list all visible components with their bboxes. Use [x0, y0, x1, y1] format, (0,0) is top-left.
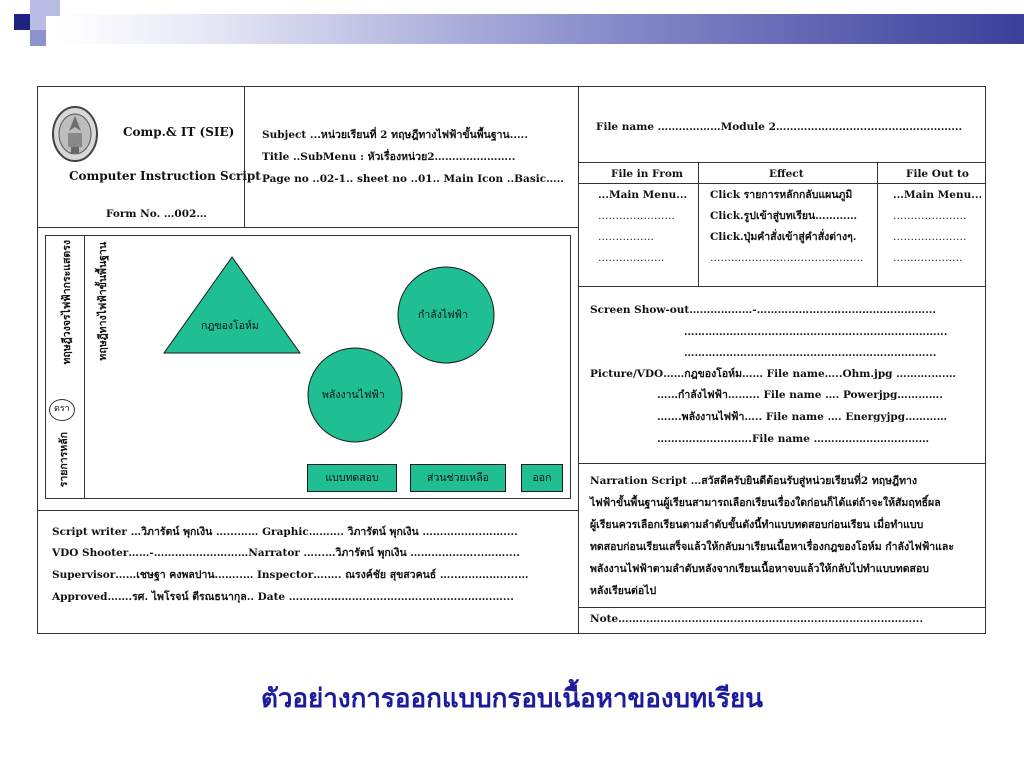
corner-square-white	[46, 16, 60, 30]
divider	[37, 227, 579, 228]
picture-row-4: ……..……………….File name ……………………………	[657, 433, 930, 445]
divider	[244, 86, 245, 227]
picture-row-2: ……กำลังไฟฟ้า……... File name …. Powerjpg………….	[657, 389, 943, 401]
to-row-2: …………………	[893, 210, 967, 222]
from-row-3: …………….	[598, 231, 654, 243]
corner-square-navy	[14, 14, 30, 30]
picture-row-3: …….พลังงานไฟฟ้า….. File name …. Energyjpg…………	[657, 411, 948, 423]
script-title: Computer Instruction Script	[69, 169, 261, 183]
effect-row-4: ……..……………………………...	[710, 252, 864, 264]
ohm-law-triangle[interactable]	[164, 257, 300, 353]
file-in-from-header: File in From	[611, 168, 683, 180]
narration-line-1: Narration Script …สวัสดีครับยินดีต้อนรับสู่หน่วยเรียนที่2 ทฤษฎีทาง	[590, 475, 918, 487]
narration-line-5: พลังงานไฟฟ้าตามลำดับหลังจากเรียนเนื้อหาจบแล้วให้กลับไปทำแบบทดสอบ	[590, 563, 929, 575]
narration-line-3: ผู้เรียนควรเลือกเรียนตามลำดับขั้นดังนี้ทำแบบทดสอบก่อนเรียน เมื่อทำแบบ	[590, 519, 924, 531]
effect-row-2: Click.รูปเข้าสู่บทเรียน…………	[710, 210, 858, 222]
file-out-to-header: File Out to	[906, 168, 969, 180]
side-sub-title: ทฤษฎีทางไฟฟ้าขั้นพื้นฐาน	[97, 242, 109, 361]
file-name-line: File name ………………Module 2……………………..……………………...	[596, 121, 963, 133]
screen-dots-2: ……………………………………………………………...	[684, 347, 937, 359]
corner-square-mid	[30, 30, 46, 46]
to-row-1: ...Main Menu...	[893, 189, 983, 201]
effect-header: Effect	[769, 168, 804, 180]
power-label: กำลังไฟฟ้า	[418, 309, 468, 321]
slide-caption: ตัวอย่างการออกแบบกรอบเนื้อหาของบทเรียน	[260, 684, 764, 714]
divider	[877, 162, 878, 286]
page-line: Page no ..02-1.. sheet no ..01.. Main Icon ..Basic…..	[262, 173, 564, 185]
divider	[578, 86, 579, 634]
divider	[578, 607, 986, 608]
to-row-4: …..……………	[893, 252, 963, 264]
divider	[578, 286, 986, 287]
divider	[578, 463, 986, 464]
effect-row-1: Click รายการหลักกลับแผนภูมิ	[710, 189, 853, 201]
credits-row-1: Script writer …วิภารัตน์ พุกเงิน …...…… Graphic………. วิภารัตน์ พุกเงิน ……………..……....	[52, 526, 518, 538]
note-line: Note…………………………………………………………………………...	[590, 613, 924, 625]
picture-row-1: Picture/VDO……กฎของโอห์ม…… File name…..Ohm.jpg ……….….…	[590, 368, 956, 380]
ohm-law-label: กฎของโอห์ม	[201, 320, 259, 332]
test-button[interactable]: แบบทดสอบ	[307, 464, 397, 492]
narration-line-4: ทดสอบก่อนเรียนเสร็จแล้วให้กลับมาเรียนเนื้อหาเรื่องกฎของโอห์ม กำลังไฟฟ้าและ	[590, 541, 955, 553]
side-main-menu: รายการหลัก	[58, 432, 70, 488]
content-shapes	[84, 235, 571, 499]
from-row-4: ……………….	[598, 252, 665, 264]
help-button[interactable]: ส่วนช่วยเหลือ	[410, 464, 506, 492]
narration-line-2: ไฟฟ้าขั้นพื้นฐานผู้เรียนสามารถเลือกเรียนเรื่องใดก่อนก็ได้แต่ถ้าจะให้สัมฤทธิ์ผล	[590, 497, 941, 509]
exit-button[interactable]: ออก	[521, 464, 563, 492]
effect-row-3: Click.ปุ่มคำสั่งเข้าสู่คำสั่งต่างๆ.	[710, 231, 857, 243]
form-number: Form No. …002…	[106, 208, 207, 220]
energy-label: พลังงานไฟฟ้า	[322, 389, 385, 401]
divider	[578, 183, 986, 184]
title-line: Title ..SubMenu : หัวเรื่องหน่วย2…………………..	[262, 151, 516, 163]
org-name: Comp.& IT (SIE)	[123, 125, 235, 139]
subject-line: Subject ...หน่วยเรียนที่ 2 ทฤษฎีทางไฟฟ้าขั้นพื้นฐาน.....	[262, 129, 528, 141]
divider	[578, 162, 986, 163]
screen-showout: Screen Show-out………………-………………...………………………...	[590, 304, 937, 316]
credits-row-4: Approved…….รศ. ไพโรจน์ ตีรณธนากุล.. Date ………………….……………..……………….…...	[52, 591, 514, 603]
from-row-2: …………….……	[598, 210, 675, 222]
from-row-1: ...Main Menu...	[598, 189, 688, 201]
mark-label: ตรา	[54, 404, 70, 414]
narration-line-6: หลังเรียนต่อไป	[590, 585, 657, 597]
divider	[37, 510, 579, 511]
credits-row-3: Supervisor……เชษฐา คงพลปาน……..… Inspector….…. ณรงค์ชัย สุขสวคนธ์ …..………….....…	[52, 569, 529, 581]
university-seal-logo	[51, 105, 99, 163]
divider	[698, 162, 699, 286]
screen-dots-1: …………………………………………...…………………...	[684, 326, 948, 338]
credits-row-2: VDO Shooter……-………………………Narrator …...…วิภารัตน์ พุกเงิน ………………...……....	[52, 547, 520, 559]
side-unit-title: ทฤษฎีวงจรไฟฟ้ากระแสตรง	[61, 240, 73, 365]
to-row-3: …………………	[893, 231, 967, 243]
header-gradient-bar	[60, 14, 1024, 44]
